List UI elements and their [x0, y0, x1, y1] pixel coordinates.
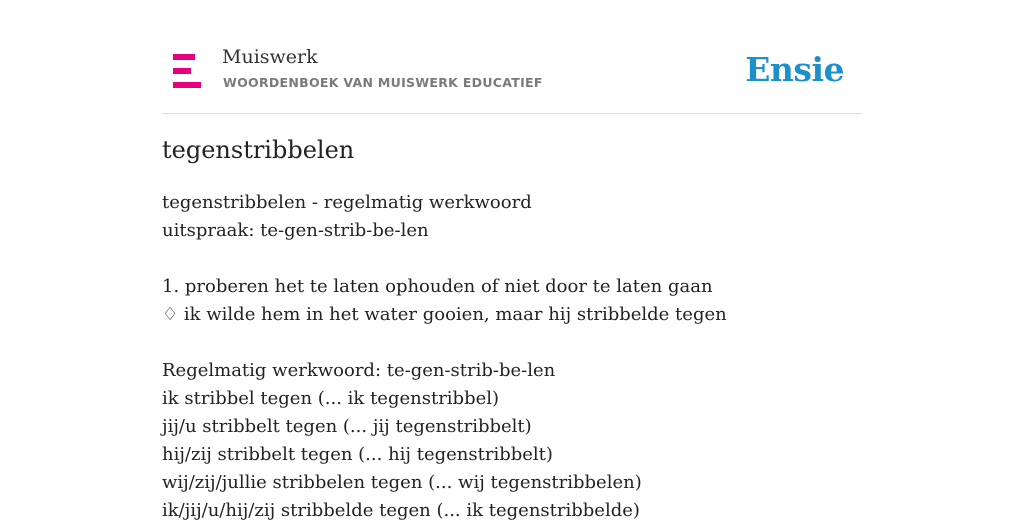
entry-line: 1. proberen het te laten ophouden of niet door te laten gaan	[162, 276, 713, 297]
brand-name[interactable]: Muiswerk	[222, 46, 318, 68]
entry-content	[162, 189, 922, 525]
page-title: tegenstribbelen	[162, 136, 355, 164]
muiswerk-e-icon[interactable]	[173, 54, 201, 88]
brand-subtitle: WOORDENBOEK VAN MUISWERK EDUCATIEF	[223, 75, 543, 90]
entry-line: wij/zij/jullie stribbelen tegen (... wij tegenstribbelen)	[162, 472, 642, 493]
entry-line: ♢ ik wilde hem in het water gooien, maar hij stribbelde tegen	[162, 304, 727, 325]
entry-line: hij/zij stribbelt tegen (... hij tegenstribbelt)	[162, 444, 553, 465]
header	[162, 40, 862, 114]
entry-line: uitspraak: te-gen-strib-be-len	[162, 220, 429, 241]
entry-line: jij/u stribbelt tegen (... jij tegenstribbelt)	[162, 416, 532, 437]
entry-line: Regelmatig werkwoord: te-gen-strib-be-len	[162, 360, 556, 381]
ensie-logo[interactable]: Ensie	[745, 50, 844, 89]
entry-line: tegenstribbelen - regelmatig werkwoord	[162, 192, 532, 213]
entry-line: ik/jij/u/hij/zij stribbelde tegen (... ik tegenstribbelde)	[162, 500, 640, 521]
entry-line	[162, 329, 922, 357]
entry-line: ik stribbel tegen (... ik tegenstribbel)	[162, 388, 500, 409]
entry-line	[162, 245, 922, 273]
